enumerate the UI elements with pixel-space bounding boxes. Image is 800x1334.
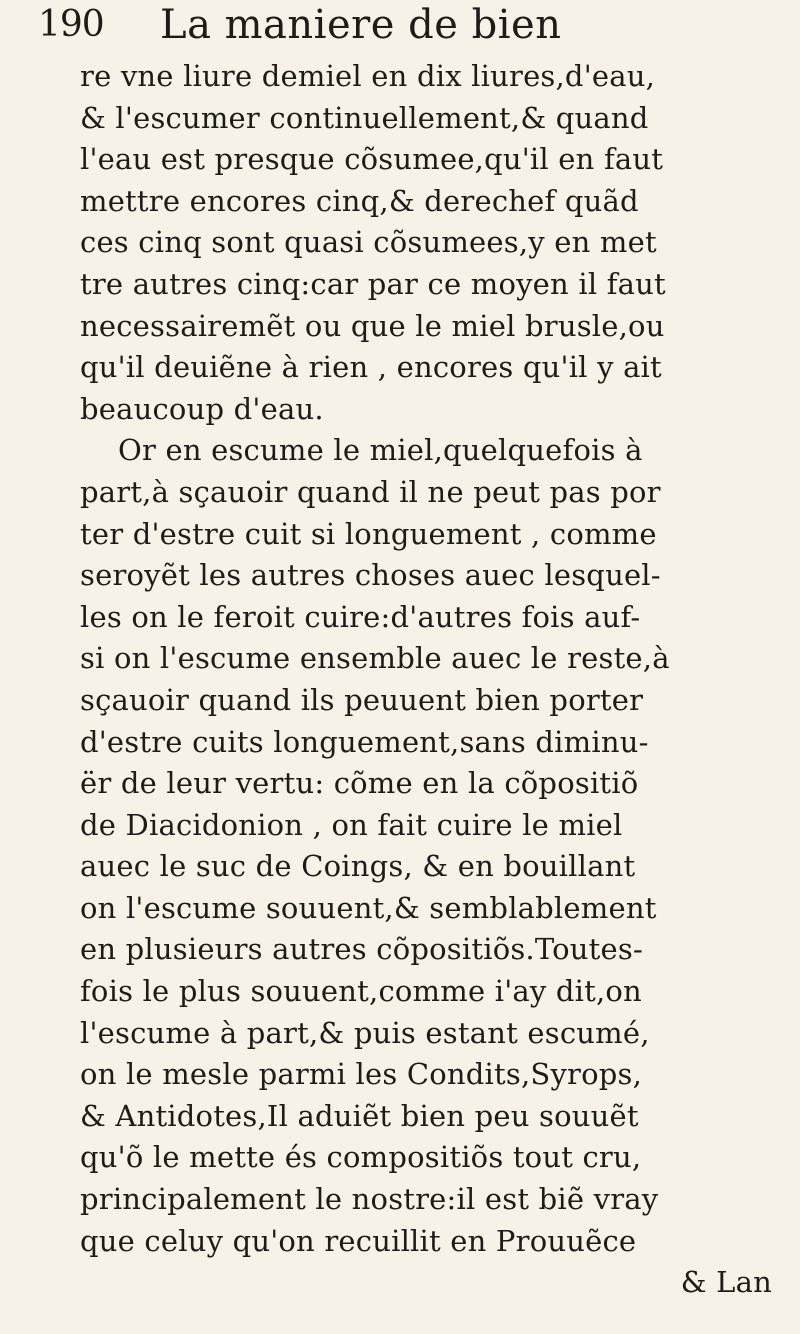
text-line: part,à sçauoir quand il ne peut pas por: [80, 474, 661, 509]
text-line: seroyẽt les autres choses auec lesquel-: [80, 558, 661, 593]
text-line: beaucoup d'eau.: [80, 391, 324, 426]
text-line: qu'il deuiẽne à rien , encores qu'il y ait: [80, 350, 662, 385]
text-line: principalement le nostre:il est biẽ vray: [80, 1182, 659, 1217]
text-line: en plusieurs autres cõpositiõs.Toutes-: [80, 932, 643, 967]
text-line: auec le suc de Coings, & en bouillant: [80, 849, 636, 884]
text-line: fois le plus souuent,comme i'ay dit,on: [80, 974, 642, 1009]
page-header: [38, 2, 758, 46]
text-line: les on le feroit cuire:d'autres fois auf-: [80, 599, 641, 634]
text-line: sçauoir quand ils peuuent bien porter: [80, 682, 644, 717]
text-line: on l'escume souuent,& semblablement: [80, 890, 657, 925]
text-line: de Diacidonion , on fait cuire le miel: [80, 807, 623, 842]
paragraph-start-line: Or en escume le miel,quelquefois à: [118, 433, 643, 468]
text-line: on le mesle parmi les Condits,Syrops,: [80, 1057, 643, 1092]
text-line: que celuy qu'on recuillit en Prouuẽce: [80, 1223, 637, 1258]
text-line: si on l'escume ensemble auec le reste,à: [80, 641, 670, 676]
page-number: 190: [38, 4, 104, 45]
text-line: & l'escumer continuellement,& quand: [80, 100, 649, 135]
text-line: mettre encores cinq,& derechef quãd: [80, 183, 639, 218]
catchword: & Lan: [680, 1265, 772, 1300]
text-line: tre autres cinq:car par ce moyen il faut: [80, 266, 666, 301]
text-line: ces cinq sont quasi cõsumees,y en met: [80, 225, 657, 260]
text-line: d'estre cuits longuement,sans diminu-: [80, 724, 649, 759]
text-line: ter d'estre cuit si longuement , comme: [80, 516, 657, 551]
text-line: & Antidotes,Il aduiẽt bien peu souuẽt: [80, 1098, 639, 1133]
text-line: necessairemẽt ou que le miel brusle,ou: [80, 308, 665, 343]
text-line: qu'õ le mette és compositiõs tout cru,: [80, 1140, 642, 1175]
running-head: La maniere de bien: [160, 2, 562, 48]
text-line: ër de leur vertu: cõme en la cõpositiõ: [80, 766, 639, 801]
text-line: l'eau est presque cõsumee,qu'il en faut: [80, 142, 664, 177]
text-line: l'escume à part,& puis estant escumé,: [80, 1015, 650, 1050]
body-text: [80, 56, 780, 1304]
text-line: re vne liure demiel en dix liures,d'eau,: [80, 59, 656, 93]
